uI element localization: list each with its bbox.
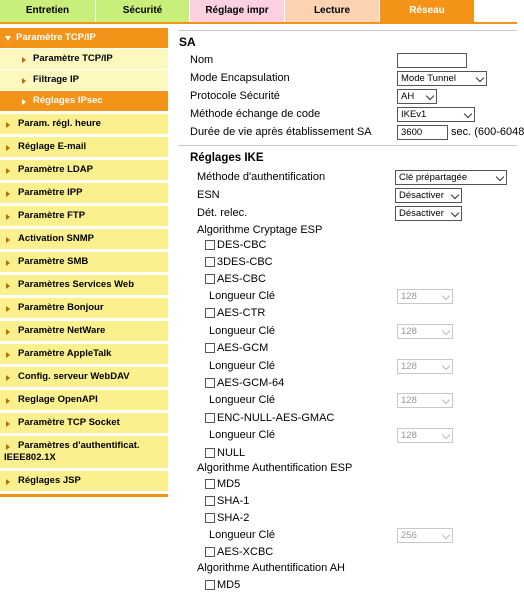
arrow-right-icon bbox=[6, 329, 10, 335]
chevron-down-icon bbox=[442, 292, 450, 300]
arrow-right-icon bbox=[6, 168, 10, 174]
key-length-label: Longueur Clé bbox=[209, 290, 276, 302]
ah-auth-title: Algorithme Authentification AH bbox=[197, 562, 345, 574]
aes-gcm-key-select[interactable] bbox=[397, 359, 453, 374]
auth-method-select[interactable] bbox=[395, 170, 507, 185]
sidebar-item-webdav[interactable] bbox=[0, 367, 168, 388]
aes-ctr-key-select[interactable] bbox=[397, 324, 453, 339]
sidebar-item-email[interactable] bbox=[0, 137, 168, 158]
lifetime-input[interactable]: 3600 bbox=[397, 125, 448, 140]
ike-title: Réglages IKE bbox=[190, 152, 264, 164]
arrow-right-icon bbox=[22, 99, 26, 105]
chevron-down-icon bbox=[451, 191, 459, 199]
section-divider bbox=[178, 145, 517, 146]
chevron-down-icon bbox=[451, 209, 459, 217]
sidebar-item-tcp-socket[interactable] bbox=[0, 413, 168, 434]
key-value: 256 bbox=[401, 530, 417, 541]
arrow-right-icon bbox=[6, 306, 10, 312]
aes-ctr-checkbox[interactable] bbox=[205, 308, 215, 318]
chevron-down-icon bbox=[496, 173, 504, 181]
sidebar-item-label: Filtrage IP bbox=[33, 74, 79, 85]
exchange-label: Méthode échange de code bbox=[190, 108, 321, 120]
md5-label: MD5 bbox=[217, 478, 241, 490]
key-value: 128 bbox=[401, 430, 417, 441]
sha1-checkbox[interactable] bbox=[205, 496, 215, 506]
sidebar-item-label: Reglage OpenAPI bbox=[18, 394, 98, 405]
sidebar-item-ieee8021x[interactable] bbox=[0, 436, 168, 469]
lifetime-label: Durée de vie après établissement SA bbox=[190, 126, 372, 138]
enc-null-aes-gmac-label: ENC-NULL-AES-GMAC bbox=[217, 412, 335, 424]
sidebar-item-label: Paramètre LDAP bbox=[18, 164, 93, 175]
sidebar-item-netware[interactable] bbox=[0, 321, 168, 342]
sidebar-item-label: Réglages IPsec bbox=[33, 95, 103, 106]
sidebar-bottom-rule bbox=[0, 494, 168, 497]
aes-gcm-64-key-select[interactable] bbox=[397, 393, 453, 408]
sidebar-item-label: Réglage E-mail bbox=[18, 141, 87, 152]
sidebar-item-snmp[interactable] bbox=[0, 229, 168, 250]
tab-reseau[interactable]: Réseau bbox=[380, 0, 475, 22]
sa-title: SA bbox=[179, 35, 196, 49]
esn-select[interactable] bbox=[395, 188, 462, 203]
sidebar-item-label: Param. régl. heure bbox=[18, 118, 101, 129]
protocol-value: AH bbox=[401, 91, 415, 102]
chevron-down-icon bbox=[442, 431, 450, 439]
sidebar-item-filtrage-ip[interactable] bbox=[0, 70, 168, 91]
tab-lecture[interactable]: Lecture bbox=[285, 0, 380, 22]
sidebar-item-heure[interactable] bbox=[0, 114, 168, 135]
sidebar-item-label: Paramètre FTP bbox=[18, 210, 86, 221]
sidebar-item-reglages-ipsec[interactable] bbox=[0, 91, 168, 112]
arrow-right-icon bbox=[6, 398, 10, 404]
aes-gcm-label: AES-GCM bbox=[217, 342, 269, 354]
sidebar-item-label: Paramètre IPP bbox=[18, 187, 83, 198]
sidebar bbox=[0, 28, 168, 497]
arrow-right-icon bbox=[22, 57, 26, 63]
esn-value: Désactiver bbox=[399, 190, 444, 201]
key-length-label: Longueur Clé bbox=[209, 325, 276, 337]
key-length-label: Longueur Clé bbox=[209, 394, 276, 406]
chevron-down-icon bbox=[442, 531, 450, 539]
sidebar-item-label: Paramètre AppleTalk bbox=[18, 348, 112, 359]
lifetime-range: sec. (600-6048 bbox=[451, 126, 524, 138]
arrow-right-icon bbox=[6, 421, 10, 427]
sidebar-item-tcpip[interactable] bbox=[0, 49, 168, 70]
sidebar-item-label: Paramètre TCP/IP bbox=[33, 53, 113, 64]
chevron-down-icon bbox=[442, 396, 450, 404]
arrow-right-icon bbox=[6, 237, 10, 243]
chevron-down-icon bbox=[464, 110, 472, 118]
sidebar-item-label: Paramètre NetWare bbox=[18, 325, 106, 336]
arrow-right-icon bbox=[6, 375, 10, 381]
3des-cbc-label: 3DES-CBC bbox=[217, 256, 273, 268]
tab-underline bbox=[0, 22, 517, 24]
sidebar-item-smb[interactable] bbox=[0, 252, 168, 273]
tab-entretien[interactable]: Entretien bbox=[0, 0, 96, 22]
sidebar-item-label: Paramètre Bonjour bbox=[18, 302, 104, 313]
triangle-down-icon bbox=[5, 36, 11, 41]
esp-cipher-title: Algorithme Cryptage ESP bbox=[197, 224, 323, 236]
encap-label: Mode Encapsulation bbox=[190, 72, 290, 84]
top-tab-bar bbox=[0, 0, 517, 24]
enc-null-aes-gmac-checkbox[interactable] bbox=[205, 413, 215, 423]
key-length-label: Longueur Clé bbox=[209, 529, 276, 541]
null-label: NULL bbox=[217, 447, 246, 459]
sidebar-item-label: Paramètre TCP Socket bbox=[18, 417, 120, 428]
key-value: 128 bbox=[401, 326, 417, 337]
sidebar-item-openapi[interactable] bbox=[0, 390, 168, 411]
encap-select[interactable] bbox=[397, 71, 487, 86]
aes-ctr-label: AES-CTR bbox=[217, 307, 266, 319]
replay-detect-value: Désactiver bbox=[399, 208, 444, 219]
key-value: 128 bbox=[401, 291, 417, 302]
key-value: 128 bbox=[401, 361, 417, 372]
aes-xcbc-checkbox[interactable] bbox=[205, 547, 215, 557]
arrow-right-icon bbox=[6, 479, 10, 485]
sidebar-item-label: Config. serveur WebDAV bbox=[18, 371, 130, 382]
md5-checkbox[interactable] bbox=[205, 479, 215, 489]
tab-reglage-impr[interactable]: Réglage impr bbox=[190, 0, 285, 22]
chevron-down-icon bbox=[476, 74, 484, 82]
sidebar-item-label: Réglages JSP bbox=[18, 475, 81, 486]
aes-gcm-checkbox[interactable] bbox=[205, 343, 215, 353]
arrow-right-icon bbox=[6, 191, 10, 197]
gmac-key-select[interactable] bbox=[397, 428, 453, 443]
chevron-down-icon bbox=[442, 327, 450, 335]
exchange-value: IKEv1 bbox=[401, 109, 427, 120]
auth-method-value: Clé prépartagée bbox=[399, 172, 468, 183]
arrow-right-icon bbox=[6, 214, 10, 220]
sha2-checkbox[interactable] bbox=[205, 513, 215, 523]
sha1-label: SHA-1 bbox=[217, 495, 250, 507]
name-label: Nom bbox=[190, 54, 214, 66]
aes-cbc-label: AES-CBC bbox=[217, 273, 266, 285]
arrow-right-icon bbox=[6, 145, 10, 151]
aes-gcm-64-label: AES-GCM-64 bbox=[217, 377, 285, 389]
sha2-label: SHA-2 bbox=[217, 512, 250, 524]
des-cbc-label: DES-CBC bbox=[217, 239, 267, 251]
sidebar-item-label: Paramètres d'authentificat. IEEE802.1X bbox=[4, 440, 140, 463]
3des-cbc-checkbox[interactable] bbox=[205, 257, 215, 267]
section-divider bbox=[178, 30, 517, 31]
aes-gcm-64-checkbox[interactable] bbox=[205, 378, 215, 388]
auth-method-label: Méthode d'authentification bbox=[197, 171, 326, 183]
replay-detect-label: Dét. relec. bbox=[197, 207, 248, 219]
sidebar-item-ftp[interactable] bbox=[0, 206, 168, 227]
sidebar-item-services-web[interactable] bbox=[0, 275, 168, 296]
tab-securite[interactable]: Sécurité bbox=[96, 0, 190, 22]
sidebar-item-label: Paramètre SMB bbox=[18, 256, 89, 267]
null-checkbox[interactable] bbox=[205, 448, 215, 458]
arrow-right-icon bbox=[6, 444, 10, 450]
aes-cbc-key-select[interactable] bbox=[397, 289, 453, 304]
aes-xcbc-label: AES-XCBC bbox=[217, 546, 274, 558]
aes-cbc-checkbox[interactable] bbox=[205, 274, 215, 284]
arrow-right-icon bbox=[6, 352, 10, 358]
esn-label: ESN bbox=[197, 189, 220, 201]
key-value: 128 bbox=[401, 395, 417, 406]
ah-md5-label: MD5 bbox=[217, 579, 241, 591]
esp-auth-title: Algorithme Authentification ESP bbox=[197, 462, 353, 474]
sidebar-item-label: Activation SNMP bbox=[18, 233, 95, 244]
sidebar-item-jsp[interactable] bbox=[0, 471, 168, 492]
arrow-right-icon bbox=[6, 122, 10, 128]
arrow-right-icon bbox=[22, 78, 26, 84]
replay-detect-select[interactable] bbox=[395, 206, 462, 221]
sidebar-item-tcpip-group[interactable] bbox=[0, 28, 168, 49]
key-length-label: Longueur Clé bbox=[209, 360, 276, 372]
des-cbc-checkbox[interactable] bbox=[205, 240, 215, 250]
sha2-key-select[interactable] bbox=[397, 528, 453, 543]
key-length-label: Longueur Clé bbox=[209, 429, 276, 441]
chevron-down-icon bbox=[442, 362, 450, 370]
ah-md5-checkbox[interactable] bbox=[205, 580, 215, 590]
arrow-right-icon bbox=[6, 283, 10, 289]
sidebar-item-label: Paramètre TCP/IP bbox=[16, 32, 96, 43]
sidebar-item-label: Paramètres Services Web bbox=[18, 279, 135, 290]
sidebar-item-ipp[interactable] bbox=[0, 183, 168, 204]
encap-value: Mode Tunnel bbox=[401, 73, 456, 84]
sidebar-item-appletalk[interactable] bbox=[0, 344, 168, 365]
sidebar-item-ldap[interactable] bbox=[0, 160, 168, 181]
protocol-select[interactable] bbox=[397, 89, 437, 104]
exchange-select[interactable] bbox=[397, 107, 475, 122]
chevron-down-icon bbox=[426, 92, 434, 100]
name-input[interactable] bbox=[397, 53, 467, 68]
arrow-right-icon bbox=[6, 260, 10, 266]
sidebar-item-bonjour[interactable] bbox=[0, 298, 168, 319]
protocol-label: Protocole Sécurité bbox=[190, 90, 280, 102]
